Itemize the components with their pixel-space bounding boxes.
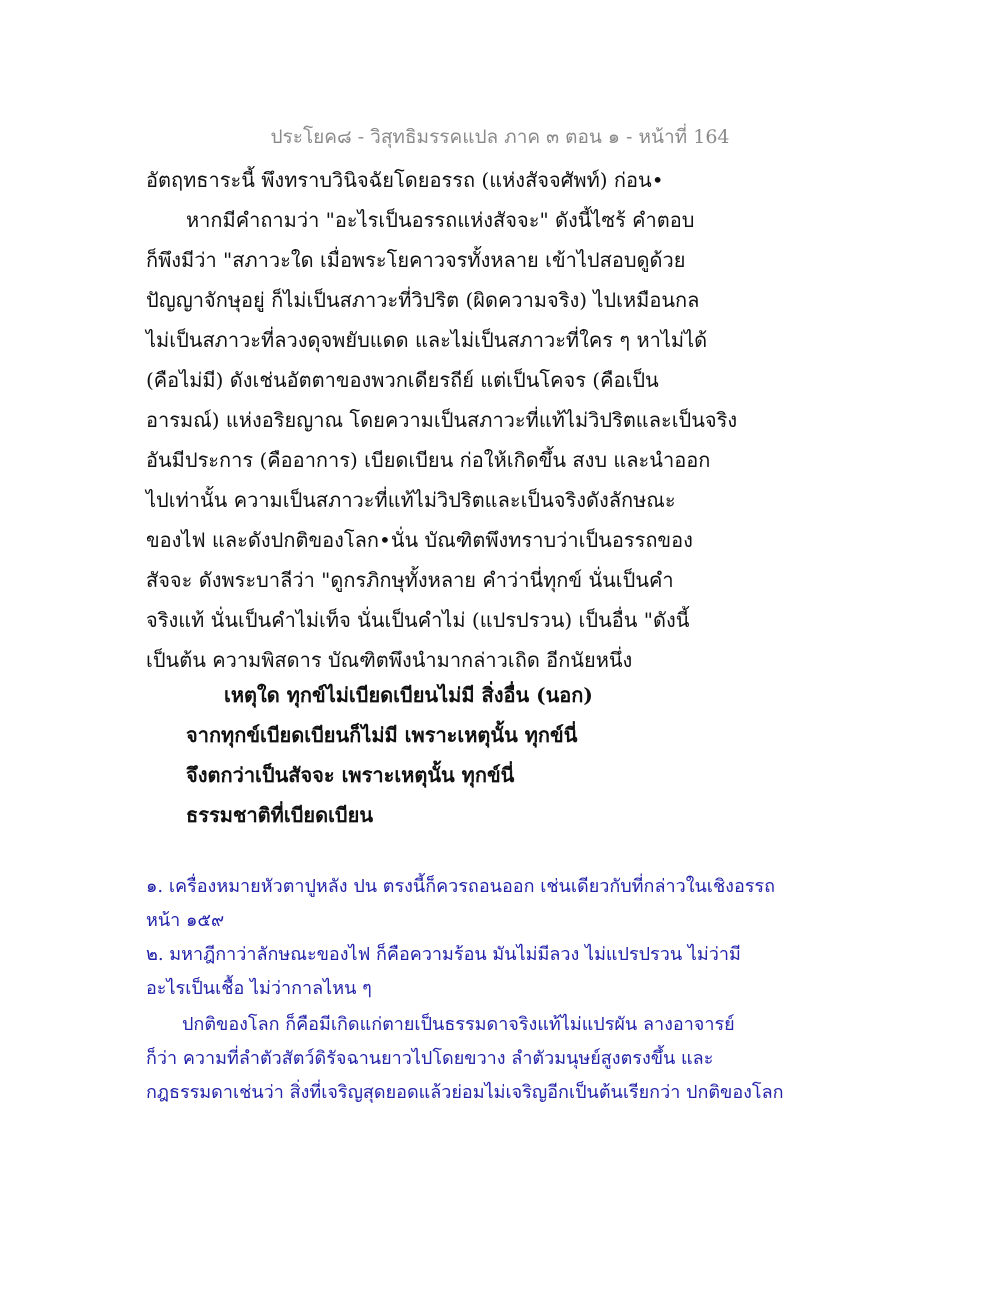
footnotes (146, 870, 866, 1110)
verse-line: ธรรมชาติที่เบียดเบียน (186, 803, 374, 827)
body-line: ไปเท่านั้น ความเป็นสภาวะที่แท้ไม่วิปริตและเป็นจริงดังลักษณะ (146, 488, 676, 512)
body-line: จริงแท้ นั่นเป็นคำไม่เท็จ นั่นเป็นคำไม่ (แปรปรวน) เป็นอื่น "ดังนี้ (146, 608, 690, 632)
verse-block (146, 675, 846, 835)
footnote-line: หน้า ๑๕๙ (146, 910, 225, 931)
body-line: ปัญญาจักษุอยู่ ก็ไม่เป็นสภาวะที่วิปริต (ผิดความจริง) ไปเหมือนกล (146, 288, 700, 312)
body-line: หากมีคำถามว่า "อะไรเป็นอรรถแห่งสัจจะ" ดังนี้ไซร้ คำตอบ (186, 208, 695, 232)
footnote-line: กฎธรรมดาเช่นว่า สิ่งที่เจริญสุดยอดแล้วย่อมไม่เจริญอีกเป็นต้นเรียกว่า ปกติของโลก (146, 1082, 784, 1103)
body-line: (คือไม่มี) ดังเช่นอัตตาของพวกเดียรถีย์ แต่เป็นโคจร (คือเป็น (146, 368, 659, 392)
body-line: อัตฤทธาระนี้ พึงทราบวินิจฉัยโดยอรรถ (แห่งสัจจศัพท์) ก่อน• (146, 168, 664, 192)
footnote-line: ปกติของโลก ก็คือมีเกิดแก่ตายเป็นธรรมดาจริงแท้ไม่แปรผัน ลางอาจารย์ (182, 1014, 735, 1035)
body-line: ก็พึงมีว่า "สภาวะใด เมื่อพระโยคาวจรทั้งหลาย เข้าไปสอบดูด้วย (146, 248, 686, 272)
body-line: อารมณ์) แห่งอริยญาณ โดยความเป็นสภาวะที่แท้ไม่วิปริตและเป็นจริง (146, 408, 738, 432)
body-line: สัจจะ ดังพระบาลีว่า "ดูกรภิกษุทั้งหลาย คำว่านี่ทุกข์ นั่นเป็นคำ (146, 568, 674, 592)
footnote-line: ๒. มหาฎีกาว่าลักษณะของไฟ ก็คือความร้อน มันไม่มีลวง ไม่แปรปรวน ไม่ว่ามี (146, 944, 741, 965)
body-line: อันมีประการ (คืออาการ) เบียดเบียน ก่อให้เกิดขึ้น สงบ และนำออก (146, 448, 711, 472)
page-header: ประโยค๘ - วิสุทธิมรรคแปล ภาค ๓ ตอน ๑ - หน้าที่ 164 (270, 126, 730, 148)
main-text (146, 160, 846, 680)
footnote-line: ก็ว่า ความที่ลำตัวสัตว์ดิรัจฉานยาวไปโดยขวาง ลำตัวมนุษย์สูงตรงขึ้น และ (146, 1048, 714, 1069)
footnote-line: อะไรเป็นเชื้อ ไม่ว่ากาลไหน ๆ (146, 978, 372, 999)
body-line: เป็นต้น ความพิสดาร บัณฑิตพึงนำมากล่าวเถิด อีกนัยหนึ่ง (146, 648, 633, 672)
body-line: ไม่เป็นสภาวะที่ลวงดุจพยับแดด และไม่เป็นสภาวะที่ใคร ๆ หาไม่ได้ (146, 328, 708, 352)
verse-line: เหตุใด ทุกข์ไม่เบียดเบียนไม่มี สิ่งอื่น (นอก) (224, 683, 593, 707)
body-line: ของไฟ และดังปกติของโลก•นั่น บัณฑิตพึงทราบว่าเป็นอรรถของ (146, 528, 693, 552)
footnote-line: ๑. เครื่องหมายหัวตาปูหลัง ปน ตรงนี้ก็ควรถอนออก เช่นเดียวกับที่กล่าวในเชิงอรรถ (146, 876, 775, 897)
verse-line: จากทุกข์เบียดเบียนก็ไม่มี เพราะเหตุนั้น ทุกข์นี่ (186, 723, 578, 747)
verse-line: จึงตกว่าเป็นสัจจะ เพราะเหตุนั้น ทุกข์นี่ (186, 763, 515, 787)
